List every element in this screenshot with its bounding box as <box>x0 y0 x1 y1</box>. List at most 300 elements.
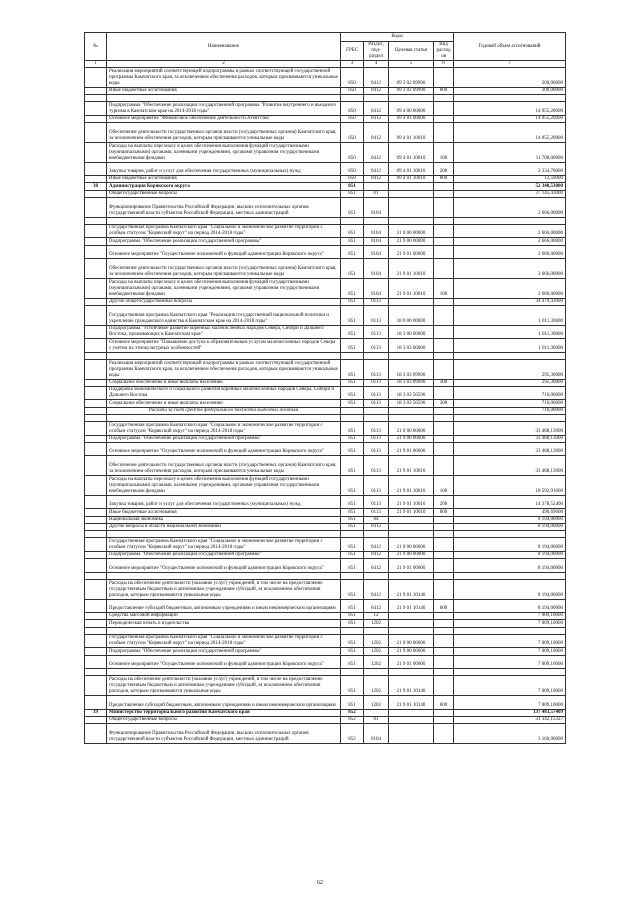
row-number <box>85 414 107 421</box>
row-grbs: 851 <box>341 238 364 245</box>
row-number <box>85 102 107 116</box>
row-grbs: 851 <box>341 634 364 648</box>
row-name: Функционирование Правительства Российской Федерации, высших исполнительных органов государственной власти субъектов Российской Федерации, местных администраций <box>107 197 341 217</box>
row-expense-type <box>434 407 454 414</box>
row-target-article <box>389 414 434 421</box>
row-grbs: 851 <box>341 648 364 655</box>
row-number <box>85 716 107 723</box>
row-target-article: 21 9 01 10140 <box>389 579 434 599</box>
row-amount <box>454 217 566 224</box>
row-name: Подпрограмма "Устойчивое развитие коренных малочисленных народов Севера, Сибири и Дальнего Востока, проживающих в Камчатском крае" <box>107 325 341 339</box>
row-amount <box>454 414 566 421</box>
row-number <box>85 115 107 122</box>
row-grbs: 851 <box>341 559 364 573</box>
row-grbs: 852 <box>341 716 364 723</box>
row-name: Основное мероприятие "Осуществление полномочий и функций администрации Корякского округа" <box>107 655 341 669</box>
row-razdel: 0412 <box>364 102 389 116</box>
row-name: Обеспечение деятельности государственных органов власти (государственных органов) Камчатского края, за исключением обеспечения расходов, которым присваиваются уникальные коды <box>107 259 341 279</box>
table-row <box>85 400 566 407</box>
row-expense-type <box>434 123 454 143</box>
row-amount: 8 194,00000 <box>454 579 566 599</box>
row-expense-type <box>434 516 454 523</box>
row-number <box>85 634 107 648</box>
row-target-article: 09 4 01 00000 <box>389 115 434 122</box>
row-name <box>107 352 341 359</box>
row-number <box>85 298 107 305</box>
row-razdel <box>364 217 389 224</box>
row-target-article <box>389 217 434 224</box>
table-row <box>85 298 566 305</box>
budget-table <box>84 32 566 744</box>
row-target-article <box>389 298 434 305</box>
row-number <box>85 278 107 298</box>
row-name: Другие общегосударственные вопросы <box>107 298 341 305</box>
row-expense-type <box>434 559 454 573</box>
row-grbs <box>341 572 364 579</box>
row-target-article: 21 9 01 10010 <box>389 509 434 516</box>
row-grbs: 850 <box>341 102 364 116</box>
row-number <box>85 669 107 676</box>
row-amount: 8 194,00000 <box>454 523 566 530</box>
table-row <box>85 386 566 400</box>
table-row <box>85 115 566 122</box>
row-name: Подпрограмма "Обеспечение реализации государственной программы" <box>107 551 341 558</box>
row-grbs: 850 <box>341 142 364 162</box>
row-target-article: 18 3 03 09990 <box>389 379 434 386</box>
row-number <box>85 538 107 552</box>
row-razdel <box>364 414 389 421</box>
row-amount: 37 145,43000 <box>454 190 566 197</box>
row-grbs: 851 <box>341 339 364 353</box>
row-expense-type <box>434 359 454 379</box>
row-target-article: 21 9 01 10010 <box>389 476 434 496</box>
row-target-article: 21 0 00 00000 <box>389 224 434 238</box>
row-amount: 295,30000 <box>454 379 566 386</box>
row-razdel: 0113 <box>364 359 389 379</box>
row-razdel <box>364 407 389 414</box>
row-name: Расходы за счет средств федерального бюджета выделены желтым <box>107 407 341 414</box>
row-grbs: 851 <box>341 259 364 279</box>
row-number <box>85 435 107 442</box>
row-razdel: 0113 <box>364 325 389 339</box>
table-row <box>85 495 566 509</box>
row-razdel: 1202 <box>364 655 389 669</box>
table-row <box>85 620 566 627</box>
table-row <box>85 509 566 516</box>
row-razdel: 0113 <box>364 456 389 476</box>
row-amount: 12,50000 <box>454 176 566 183</box>
row-amount: 2 666,00000 <box>454 197 566 217</box>
row-target-article: 09 3 02 09990 <box>389 68 434 88</box>
row-razdel: 0412 <box>364 68 389 88</box>
row-grbs: 851 <box>341 442 364 456</box>
row-razdel: 12 <box>364 613 389 620</box>
row-expense-type <box>434 352 454 359</box>
table-body <box>85 68 566 744</box>
row-expense-type <box>434 634 454 648</box>
table-row <box>85 238 566 245</box>
row-name: Государственная программа Камчатского края "Реализация государственной национальной политики и укрепление гражданского единства в Камчатском крае на 2014-2018 годы" <box>107 305 341 325</box>
row-number <box>85 123 107 143</box>
row-grbs: 851 <box>341 599 364 613</box>
row-amount: 2 666,00000 <box>454 245 566 259</box>
row-grbs <box>341 627 364 634</box>
row-target-article: 21 9 00 00000 <box>389 648 434 655</box>
row-number <box>85 176 107 183</box>
table-row <box>85 476 566 496</box>
row-target-article: 09 4 01 10010 <box>389 142 434 162</box>
row-razdel <box>364 627 389 634</box>
row-grbs <box>341 407 364 414</box>
row-target-article: 21 0 00 00000 <box>389 538 434 552</box>
header-razdel: Раздел, под-раздел <box>364 42 389 61</box>
row-expense-type <box>434 538 454 552</box>
row-target-article <box>389 95 434 102</box>
table-row <box>85 516 566 523</box>
table-row <box>85 197 566 217</box>
row-number <box>85 456 107 476</box>
row-target-article: 09 3 02 09990 <box>389 87 434 94</box>
row-amount: 716,00000 <box>454 407 566 414</box>
row-expense-type <box>434 414 454 421</box>
row-expense-type: 100 <box>434 142 454 162</box>
row-razdel: 0113 <box>364 495 389 509</box>
row-razdel <box>364 572 389 579</box>
table-row <box>85 435 566 442</box>
row-number <box>85 352 107 359</box>
row-target-article: 21 9 01 00000 <box>389 655 434 669</box>
table-row <box>85 422 566 436</box>
row-razdel: 0113 <box>364 400 389 407</box>
row-grbs <box>341 95 364 102</box>
table-row <box>85 162 566 176</box>
row-target-article <box>389 523 434 530</box>
row-number <box>85 386 107 400</box>
row-number <box>85 676 107 696</box>
row-grbs: 851 <box>341 579 364 599</box>
row-grbs: 851 <box>341 298 364 305</box>
row-amount: 33 468,13000 <box>454 456 566 476</box>
row-name <box>107 531 341 538</box>
row-amount: 33 468,13000 <box>454 442 566 456</box>
table-row <box>85 627 566 634</box>
row-razdel: 0104 <box>364 278 389 298</box>
row-name: Иные бюджетные ассигнования <box>107 87 341 94</box>
table-row <box>85 68 566 88</box>
row-name: Периодическая печать и издательства <box>107 620 341 627</box>
row-razdel: 0412 <box>364 538 389 552</box>
table-row <box>85 655 566 669</box>
row-grbs: 852 <box>341 709 364 716</box>
row-razdel: 0113 <box>364 476 389 496</box>
row-target-article: 21 9 01 10140 <box>389 696 434 710</box>
table-row <box>85 648 566 655</box>
header-grbs: ГРБС <box>341 42 364 61</box>
row-expense-type <box>434 724 454 744</box>
row-grbs <box>341 217 364 224</box>
row-target-article: 21 9 00 00000 <box>389 551 434 558</box>
row-target-article <box>389 183 434 190</box>
row-grbs: 851 <box>341 456 364 476</box>
row-grbs: 850 <box>341 115 364 122</box>
row-razdel: 0104 <box>364 238 389 245</box>
row-number <box>85 68 107 88</box>
row-razdel: 0412 <box>364 551 389 558</box>
row-razdel: 0412 <box>364 599 389 613</box>
row-expense-type <box>434 620 454 627</box>
row-expense-type <box>434 102 454 116</box>
row-razdel: 1202 <box>364 620 389 627</box>
row-number <box>85 259 107 279</box>
row-target-article: 21 9 01 00000 <box>389 559 434 573</box>
header-codes: Коды <box>341 33 454 42</box>
row-target-article <box>389 531 434 538</box>
row-expense-type: 800 <box>434 509 454 516</box>
row-expense-type <box>434 551 454 558</box>
table-row <box>85 559 566 573</box>
row-number <box>85 379 107 386</box>
row-name: Расходы на обеспечение деятельности (оказание услуг) учреждений, в том числе на предоставление государственным бюджетным и автономным учреждениям субсидий, за исключением обеспечения расходов, которым присваиваются уникальные коды <box>107 579 341 599</box>
row-expense-type <box>434 298 454 305</box>
row-grbs: 851 <box>341 523 364 530</box>
row-target-article: 21 0 00 00000 <box>389 634 434 648</box>
row-target-article <box>389 620 434 627</box>
row-target-article: 18 3 03 09990 <box>389 359 434 379</box>
column-index: 2 <box>107 61 341 68</box>
row-grbs: 850 <box>341 87 364 94</box>
row-amount <box>454 352 566 359</box>
row-target-article <box>389 716 434 723</box>
row-razdel: 1202 <box>364 648 389 655</box>
row-number <box>85 339 107 353</box>
row-amount <box>454 572 566 579</box>
row-target-article <box>389 709 434 716</box>
row-grbs: 852 <box>341 724 364 744</box>
row-name: Средства массовой информации <box>107 613 341 620</box>
row-expense-type <box>434 115 454 122</box>
row-number <box>85 359 107 379</box>
row-amount: 1 011,30000 <box>454 339 566 353</box>
row-razdel: 0412 <box>364 523 389 530</box>
table-row <box>85 551 566 558</box>
row-amount: 7 009,10000 <box>454 696 566 710</box>
row-target-article: 21 9 01 10140 <box>389 599 434 613</box>
row-grbs: 851 <box>341 620 364 627</box>
header-expense-type: Вид расходов <box>434 42 454 61</box>
row-target-article: 21 9 01 00000 <box>389 245 434 259</box>
row-name: Основное мероприятие "Осуществление полномочий и функций администрации Корякского округа" <box>107 245 341 259</box>
table-row <box>85 339 566 353</box>
row-name: Иные бюджетные ассигнования <box>107 176 341 183</box>
row-name: Реализация мероприятий соответствующей подпрограммы в рамках соответствующей государственной программы Камчатского края, за исключением обеспечения расходов, которым присваиваются уникальные коды <box>107 68 341 88</box>
row-name: Государственная программа Камчатского края "Социальное и экономическое развитие территории с особым статусом "Корякский округ" на период 2014-2018 годы" <box>107 422 341 436</box>
row-name <box>107 95 341 102</box>
row-amount: 18 592,91000 <box>454 476 566 496</box>
row-amount: 31 342,15327 <box>454 716 566 723</box>
row-expense-type <box>434 435 454 442</box>
row-amount: 716,00000 <box>454 400 566 407</box>
row-razdel <box>364 669 389 676</box>
row-amount: 7 009,10000 <box>454 676 566 696</box>
row-target-article: 21 9 00 00000 <box>389 238 434 245</box>
row-expense-type <box>434 627 454 634</box>
row-razdel: 0113 <box>364 442 389 456</box>
row-number <box>85 495 107 509</box>
row-amount <box>454 669 566 676</box>
row-grbs: 851 <box>341 305 364 325</box>
row-grbs: 850 <box>341 68 364 88</box>
row-target-article: 18 3 03 50590 <box>389 386 434 400</box>
row-amount: 33 468,13000 <box>454 435 566 442</box>
row-amount: 14 055,20000 <box>454 115 566 122</box>
row-razdel: 0412 <box>364 142 389 162</box>
row-razdel <box>364 95 389 102</box>
row-amount: 2 666,00000 <box>454 238 566 245</box>
row-razdel: 0104 <box>364 259 389 279</box>
row-number <box>85 724 107 744</box>
row-grbs: 851 <box>341 197 364 217</box>
row-grbs: 851 <box>341 190 364 197</box>
row-amount: 8 194,00000 <box>454 516 566 523</box>
row-razdel: 0113 <box>364 305 389 325</box>
row-amount: 52 348,53000 <box>454 183 566 190</box>
row-target-article: 21 0 00 00000 <box>389 422 434 436</box>
row-amount: 7 009,10000 <box>454 634 566 648</box>
row-name: Основное мероприятие "Финансовое обеспечение деятельности Агентства" <box>107 115 341 122</box>
row-target-article <box>389 572 434 579</box>
table-row <box>85 442 566 456</box>
row-number <box>85 655 107 669</box>
row-amount: 2 666,00000 <box>454 278 566 298</box>
row-name <box>107 627 341 634</box>
row-grbs: 851 <box>341 400 364 407</box>
row-name: Министерство территориального развития Камчатского края <box>107 709 341 716</box>
row-grbs: 851 <box>341 379 364 386</box>
row-expense-type <box>434 68 454 88</box>
row-name: Государственная программа Камчатского края "Социальное и экономическое развитие территории с особым статусом "Корякский округ" на период 2014-2018 годы" <box>107 224 341 238</box>
row-number <box>85 509 107 516</box>
row-expense-type: 100 <box>434 278 454 298</box>
row-number <box>85 197 107 217</box>
row-expense-type <box>434 224 454 238</box>
row-amount: 295,30000 <box>454 359 566 379</box>
row-amount: 200,00000 <box>454 87 566 94</box>
row-amount: 14 055,20000 <box>454 102 566 116</box>
row-target-article <box>389 407 434 414</box>
row-name: Основное мероприятие "Осуществление полномочий и функций администрации Корякского округа" <box>107 442 341 456</box>
row-amount: 200,00000 <box>454 68 566 88</box>
row-grbs: 851 <box>341 509 364 516</box>
table-row <box>85 87 566 94</box>
row-amount: 7 009,10000 <box>454 648 566 655</box>
row-grbs: 851 <box>341 696 364 710</box>
row-number: 38 <box>85 183 107 190</box>
row-grbs: 851 <box>341 495 364 509</box>
table-row <box>85 176 566 183</box>
row-number <box>85 325 107 339</box>
header-sum: Годовой объем ассигнований <box>454 33 566 61</box>
table-row <box>85 669 566 676</box>
row-number <box>85 620 107 627</box>
row-name: Закупка товаров, работ и услуг для обеспечения государственных (муниципальных) нужд <box>107 162 341 176</box>
row-expense-type: 200 <box>434 495 454 509</box>
column-index-row <box>85 61 566 68</box>
row-number <box>85 559 107 573</box>
row-expense-type <box>434 709 454 716</box>
row-amount: 716,00000 <box>454 386 566 400</box>
row-amount: 1 011,30000 <box>454 325 566 339</box>
row-target-article: 09 4 01 10010 <box>389 123 434 143</box>
row-target-article: 21 9 01 00000 <box>389 442 434 456</box>
row-razdel <box>364 183 389 190</box>
row-number <box>85 190 107 197</box>
row-expense-type: 100 <box>434 476 454 496</box>
row-razdel: 0412 <box>364 115 389 122</box>
table-row <box>85 414 566 421</box>
row-number: 39 <box>85 709 107 716</box>
row-razdel: 0412 <box>364 559 389 573</box>
row-razdel: 1202 <box>364 676 389 696</box>
row-razdel: 0113 <box>364 339 389 353</box>
row-grbs: 851 <box>341 422 364 436</box>
row-name: Социальное обеспечение и иные выплаты населению <box>107 400 341 407</box>
row-grbs: 851 <box>341 386 364 400</box>
row-number <box>85 400 107 407</box>
row-name: Основное мероприятие "Повышение доступа к образовательным услугам малочисленных народов Севера с учетом их этнокультурных особенностей" <box>107 339 341 353</box>
row-number <box>85 407 107 414</box>
row-name: Основное мероприятие "Осуществление полномочий и функций администрации Корякского округа" <box>107 559 341 573</box>
row-name: Предоставление субсидий бюджетным, автономным учреждениям и иным некоммерческим организациям <box>107 696 341 710</box>
table-row <box>85 572 566 579</box>
row-number <box>85 224 107 238</box>
row-razdel: 01 <box>364 716 389 723</box>
row-name: Национальная экономика <box>107 516 341 523</box>
row-number <box>85 579 107 599</box>
row-expense-type <box>434 183 454 190</box>
row-number <box>85 599 107 613</box>
row-expense-type <box>434 217 454 224</box>
table-row <box>85 183 566 190</box>
row-grbs: 851 <box>341 183 364 190</box>
row-razdel: 0412 <box>364 123 389 143</box>
table-row <box>85 142 566 162</box>
row-target-article <box>389 197 434 217</box>
row-expense-type <box>434 669 454 676</box>
row-grbs: 851 <box>341 278 364 298</box>
row-razdel: 0412 <box>364 176 389 183</box>
row-number <box>85 627 107 634</box>
column-index: 1 <box>85 61 107 68</box>
row-amount: 7 009,10000 <box>454 620 566 627</box>
row-target-article <box>389 190 434 197</box>
row-expense-type <box>434 386 454 400</box>
column-index: 4 <box>364 61 389 68</box>
row-amount: 7 009,10000 <box>454 613 566 620</box>
row-target-article <box>389 724 434 744</box>
column-index: 5 <box>389 61 434 68</box>
row-name: Предоставление субсидий бюджетным, автономным учреждениям и иным некоммерческим организациям <box>107 599 341 613</box>
row-grbs: 850 <box>341 176 364 183</box>
row-amount: 34 479,43000 <box>454 298 566 305</box>
table-row <box>85 407 566 414</box>
row-expense-type: 300 <box>434 400 454 407</box>
table-row <box>85 190 566 197</box>
row-target-article: 18 0 00 00000 <box>389 305 434 325</box>
table-row <box>85 531 566 538</box>
row-target-article: 21 9 01 10140 <box>389 676 434 696</box>
row-grbs: 851 <box>341 224 364 238</box>
row-amount <box>454 627 566 634</box>
